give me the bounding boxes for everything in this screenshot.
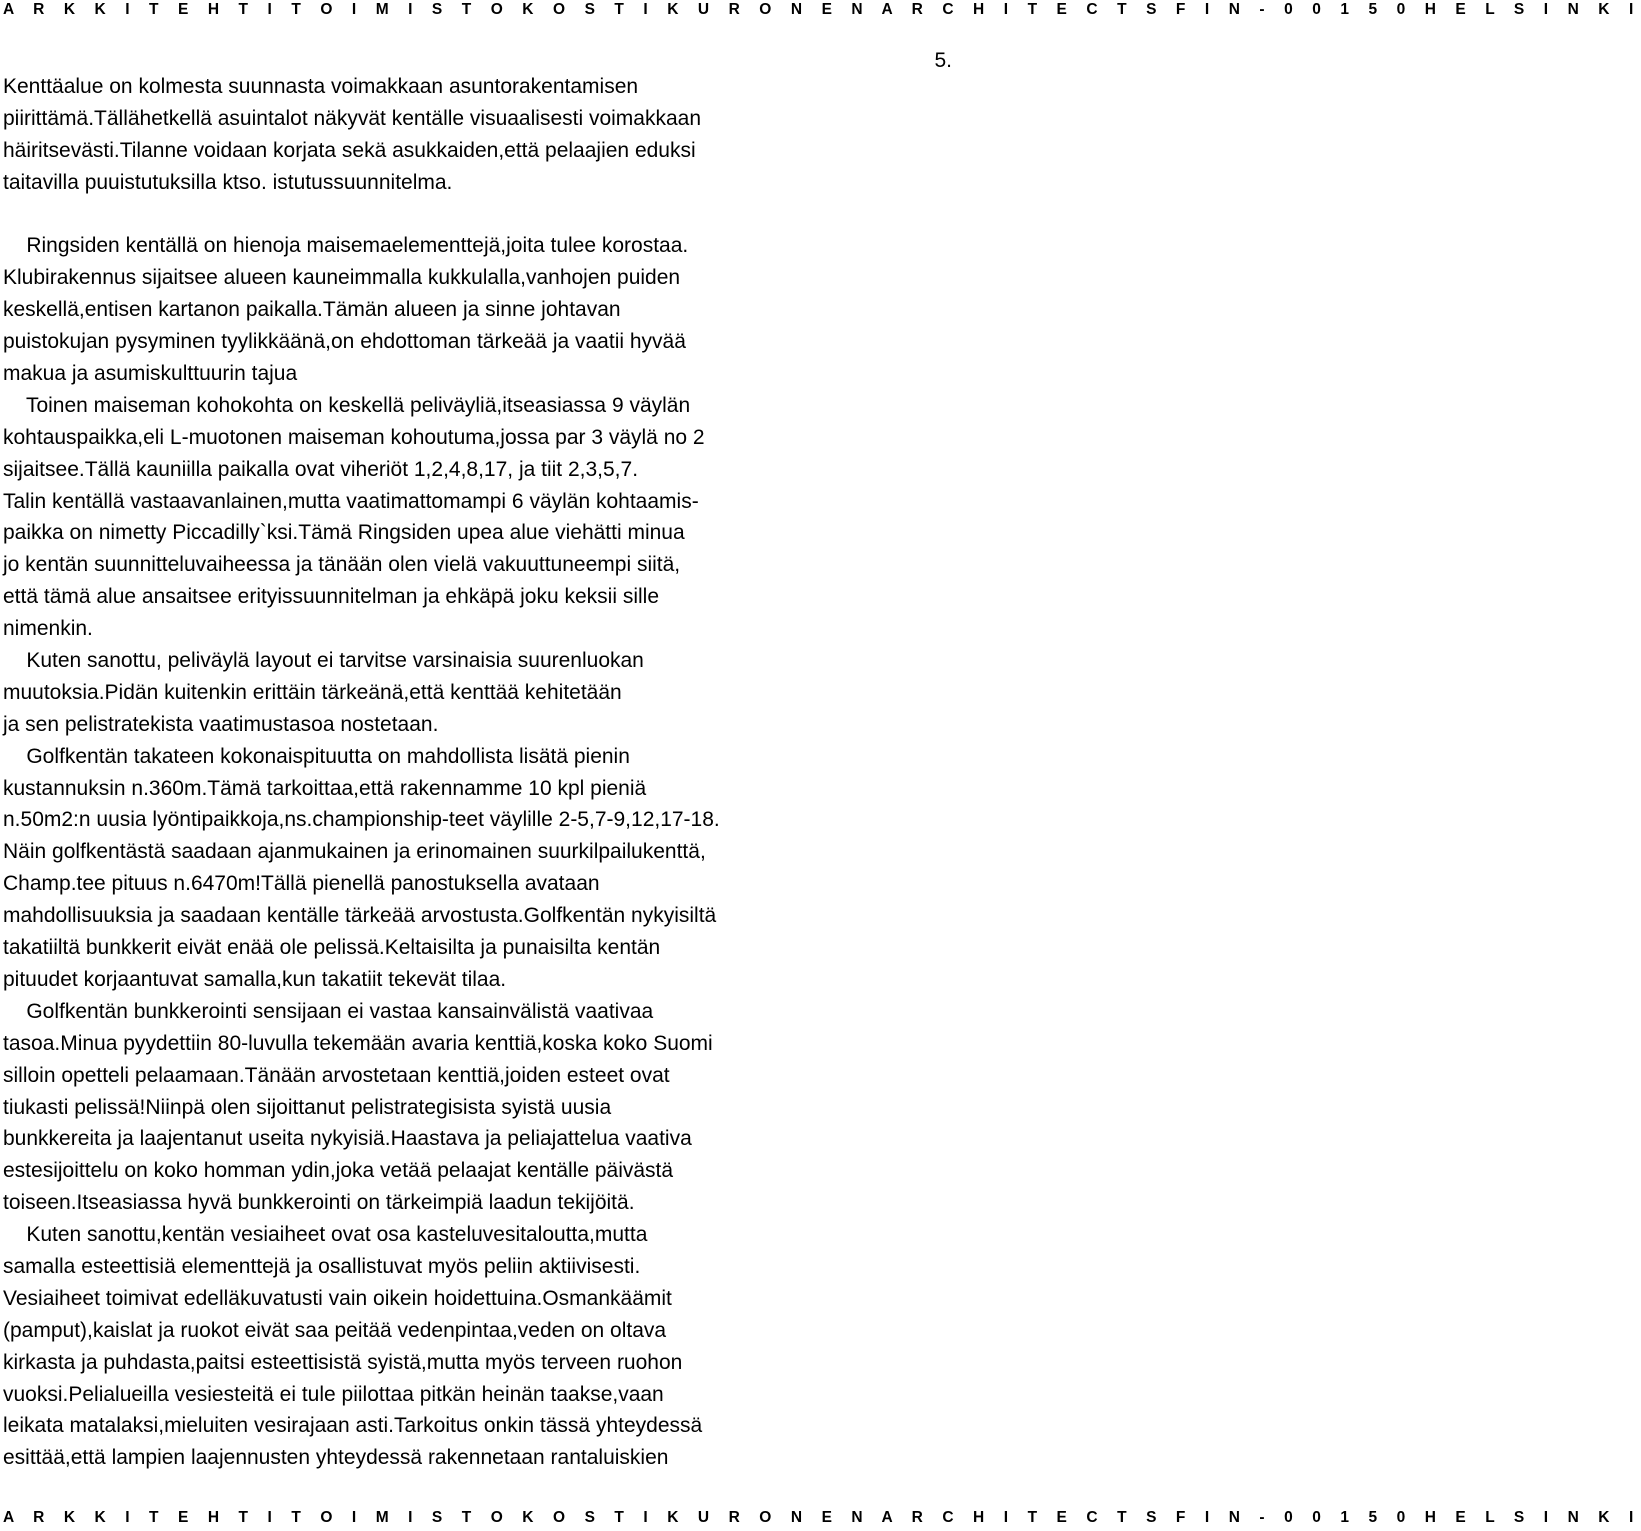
- text-line: kohtauspaikka,eli L-muotonen maiseman kohoutuma,jossa par 3 väylä no 2: [3, 425, 705, 449]
- text-line: piirittämä.Tällähetkellä asuintalot näkyvät kentälle visuaalisesti voimakkaan: [3, 106, 702, 130]
- text-line: samalla esteettisiä elementtejä ja osallistuvat myös peliin aktiivisesti.: [3, 1254, 641, 1278]
- text-line: ja sen pelistratekista vaatimustasoa nostetaan.: [3, 712, 439, 736]
- text-line: puistokujan pysyminen tyylikkäänä,on ehdottoman tärkeää ja vaatii hyvää: [3, 330, 686, 354]
- text-line: taitavilla puuistutuksilla ktso. istutussuunnitelma.: [3, 170, 453, 194]
- letterhead-top: A R K K I T E H T I T O I M I S T O K O S T I K U R O N E N A R C H I T E C T S F I N - 0 0 1 5 0 H E L S I N K I: [3, 1, 1641, 18]
- text-line: tasoa.Minua pyydettiin 80-luvulla tekemään avaria kenttiä,koska koko Suomi: [3, 1031, 713, 1055]
- text-line: Klubirakennus sijaitsee alueen kauneimmalla kukkulalla,vanhojen puiden: [3, 266, 681, 290]
- text-line: takatiiltä bunkkerit eivät enää ole pelissä.Keltaisilta ja punaisilta kentän: [3, 936, 661, 960]
- text-line: kirkasta ja puhdasta,paitsi esteettisistä syistä,mutta myös terveen ruohon: [3, 1350, 683, 1374]
- text-line: estesijoittelu on koko homman ydin,joka vetää pelaajat kentälle päivästä: [3, 1159, 674, 1183]
- text-line: Vesiaiheet toimivat edelläkuvatusti vain oikein hoidettuina.Osmankäämit: [3, 1286, 672, 1310]
- text-line: paikka on nimetty Piccadilly`ksi.Tämä Ringsiden upea alue viehätti minua: [3, 521, 685, 545]
- text-line: keskellä,entisen kartanon paikalla.Tämän alueen ja sinne johtavan: [3, 298, 621, 322]
- text-line: Kuten sanottu,kentän vesiaiheet ovat osa kasteluvesitaloutta,mutta: [3, 1223, 648, 1247]
- text-line: Ringsiden kentällä on hienoja maisemaelementtejä,joita tulee korostaa.: [3, 234, 689, 258]
- text-line: Kenttäalue on kolmesta suunnasta voimakkaan asuntorakentamisen: [3, 75, 639, 98]
- paragraph-gap: [3, 199, 959, 231]
- text-line: Toinen maiseman kohokohta on keskellä peliväyliä,itseasiassa 9 väylän: [3, 393, 691, 417]
- text-line: Näin golfkentästä saadaan ajanmukainen ja erinomainen suurkilpailukenttä,: [3, 840, 706, 864]
- document-body: [3, 71, 959, 1474]
- text-line: häiritsevästi.Tilanne voidaan korjata sekä asukkaiden,että pelaajien eduksi: [3, 138, 696, 162]
- text-line: Golfkentän takateen kokonaispituutta on mahdollista lisätä pienin: [3, 744, 630, 768]
- text-line: Golfkentän bunkkerointi sensijaan ei vastaa kansainvälistä vaativaa: [3, 999, 654, 1023]
- text-line: että tämä alue ansaitsee erityissuunnitelman ja ehkäpä joku keksii sille: [3, 585, 660, 609]
- text-line: Talin kentällä vastaavanlainen,mutta vaatimattomampi 6 väylän kohtaamis-: [3, 489, 699, 513]
- text-line: vuoksi.Pelialueilla vesiesteitä ei tule piilottaa pitkän heinän taakse,vaan: [3, 1382, 664, 1406]
- text-line: tiukasti pelissä!Niinpä olen sijoittanut pelistrategisista syistä uusia: [3, 1095, 612, 1119]
- text-line: mahdollisuuksia ja saadaan kentälle tärkeää arvostusta.Golfkentän nykyisiltä: [3, 904, 717, 928]
- text-line: jo kentän suunnitteluvaiheessa ja tänään olen vielä vakuuttuneempi siitä,: [3, 553, 681, 577]
- text-line: sijaitsee.Tällä kauniilla paikalla ovat viheriöt 1,2,4,8,17, ja tiit 2,3,5,7.: [3, 457, 639, 481]
- text-line: pituudet korjaantuvat samalla,kun takatiit tekevät tilaa.: [3, 967, 507, 991]
- text-line: n.50m2:n uusia lyöntipaikkoja,ns.championship-teet väylille 2-5,7-9,12,17-18.: [3, 808, 720, 832]
- text-line: kustannuksin n.360m.Tämä tarkoittaa,että rakennamme 10 kpl pieniä: [3, 776, 647, 800]
- text-line: (pamput),kaislat ja ruokot eivät saa peitää vedenpintaa,veden on oltava: [3, 1318, 667, 1342]
- page-number: 5.: [934, 49, 952, 72]
- text-line: Champ.tee pituus n.6470m!Tällä pienellä panostuksella avataan: [3, 872, 600, 896]
- text-line: leikata matalaksi,mieluiten vesirajaan asti.Tarkoitus onkin tässä yhteydessä: [3, 1414, 703, 1438]
- letterhead-bottom: A R K K I T E H T I T O I M I S T O K O S T I K U R O N E N A R C H I T E C T S F I N - 0 0 1 5 0 H E L S I N K I: [3, 1509, 1641, 1526]
- text-line: silloin opetteli pelaamaan.Tänään arvostetaan kenttiä,joiden esteet ovat: [3, 1063, 670, 1087]
- text-line: makua ja asumiskulttuurin tajua: [3, 362, 298, 386]
- text-line: nimenkin.: [3, 617, 93, 641]
- text-line: toiseen.Itseasiassa hyvä bunkkerointi on tärkeimpiä laadun tekijöitä.: [3, 1191, 635, 1215]
- text-line: muutoksia.Pidän kuitenkin erittäin tärkeänä,että kenttää kehitetään: [3, 680, 622, 704]
- text-line: esittää,että lampien laajennusten yhteydessä rakennetaan rantaluiskien: [3, 1446, 669, 1470]
- text-line: Kuten sanottu, peliväylä layout ei tarvitse varsinaisia suurenluokan: [3, 649, 644, 673]
- text-line: bunkkereita ja laajentanut useita nykyisiä.Haastava ja peliajattelua vaativa: [3, 1127, 692, 1151]
